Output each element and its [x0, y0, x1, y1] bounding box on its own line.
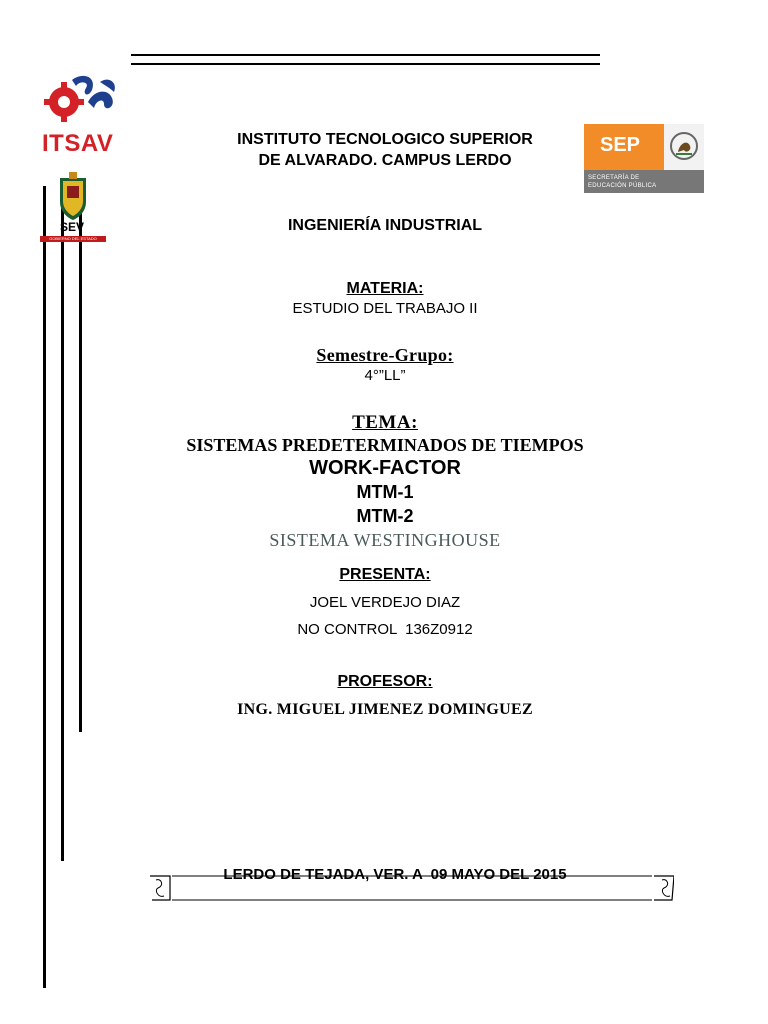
institute-line1: INSTITUTO TECNOLOGICO SUPERIOR: [237, 131, 533, 148]
semestre-label: Semestre-Grupo:: [316, 345, 454, 365]
sev-caption-bar: [40, 236, 106, 242]
itsav-wordmark: ITSAV: [42, 130, 114, 157]
mexico-coat-of-arms-icon: [664, 124, 704, 170]
profesor-name: ING. MIGUEL JIMENEZ DOMINGUEZ: [237, 701, 533, 718]
tema-line2: WORK-FACTOR: [309, 457, 461, 479]
veracruz-shield-icon: [56, 172, 90, 224]
sep-wordmark: SEP: [600, 134, 641, 156]
footer-place-date: LERDO DE TEJADA, VER. A 09 MAYO DEL 2015: [223, 866, 567, 883]
tema-line3: MTM-1: [356, 482, 414, 502]
left-rule-inner: [79, 186, 82, 732]
sev-wordmark: SEV: [60, 220, 85, 234]
institute-line2: DE ALVARADO. CAMPUS LERDO: [258, 152, 512, 169]
left-rule-outer: [43, 186, 46, 988]
sep-name-line1: SECRETARÍA DE: [588, 175, 640, 181]
sep-name-line2: EDUCACIÓN PÚBLICA: [588, 183, 657, 189]
sep-name: [588, 174, 656, 190]
itsav-emblem-icon: [42, 72, 122, 132]
institute-name: [130, 129, 640, 171]
student-name: JOEL VERDEJO DIAZ: [309, 594, 461, 611]
profesor-label: PROFESOR:: [337, 673, 433, 690]
presenta-label: PRESENTA:: [339, 566, 431, 583]
top-rule-2: [131, 63, 600, 65]
sev-caption-text: GOBIERNO DEL ESTADO: [49, 236, 97, 241]
materia-label: MATERIA:: [346, 280, 424, 297]
materia-value: ESTUDIO DEL TRABAJO II: [292, 300, 478, 317]
tema-line4: MTM-2: [356, 506, 414, 526]
tema-line5: SISTEMA WESTINGHOUSE: [269, 530, 501, 550]
tema-line1: SISTEMAS PREDETERMINADOS DE TIEMPOS: [186, 435, 584, 455]
student-control-number: NO CONTROL 136Z0912: [297, 621, 473, 638]
left-rule-middle: [61, 186, 64, 861]
semestre-value: 4°”LL”: [364, 367, 406, 384]
sep-emblem-block: [664, 124, 704, 170]
career-title: INGENIERÍA INDUSTRIAL: [287, 217, 483, 234]
tema-label: TEMA:: [352, 412, 418, 433]
top-rule-1: [131, 54, 600, 56]
